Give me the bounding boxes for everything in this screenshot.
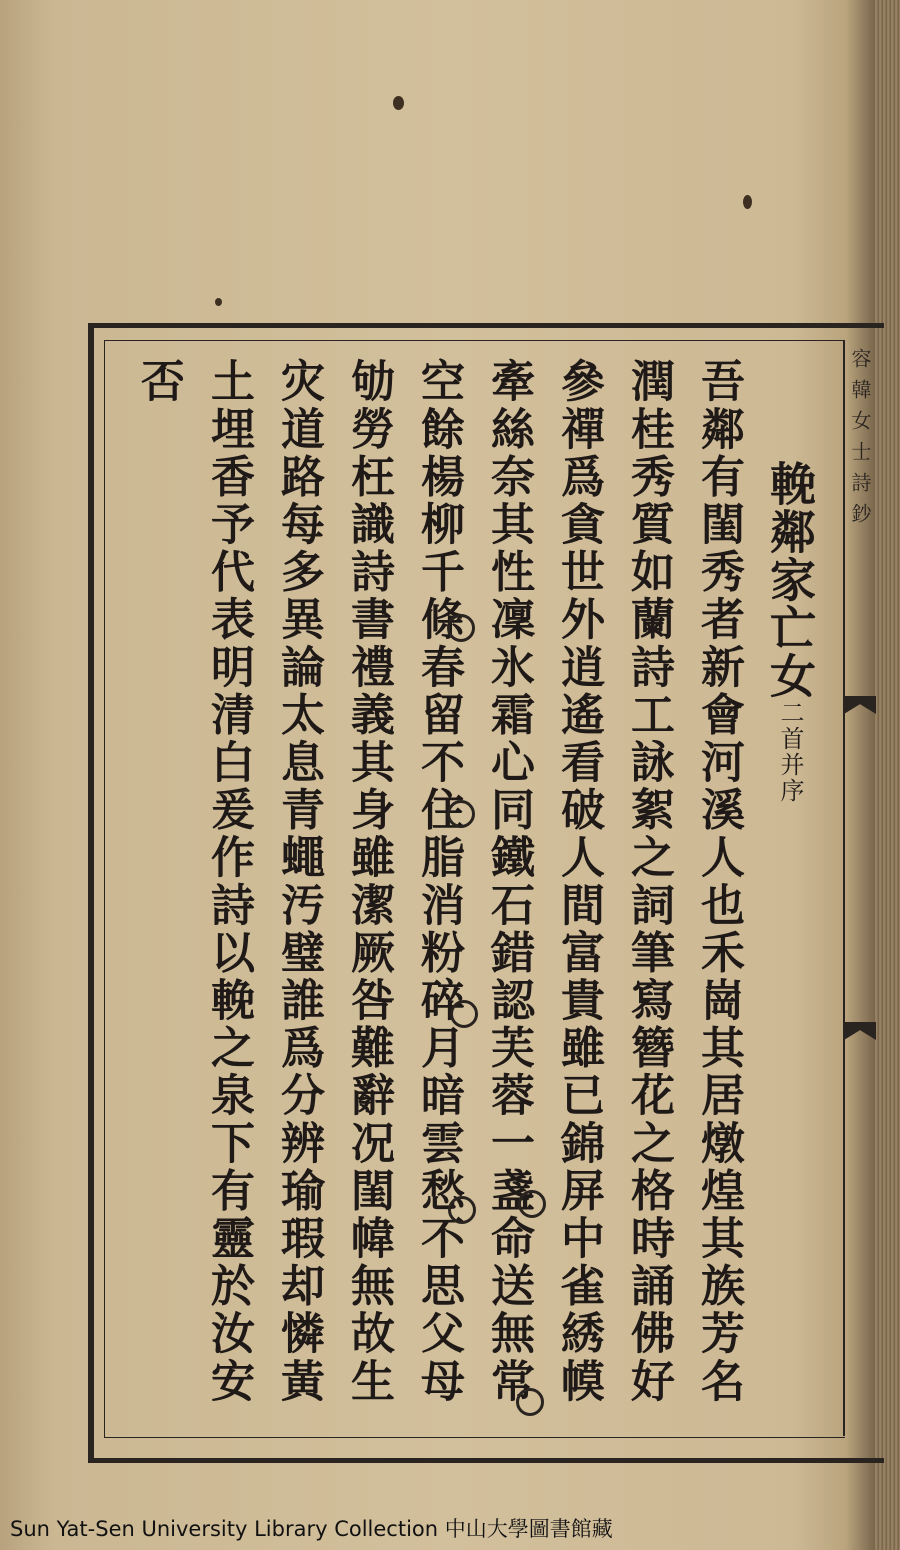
- preface-column-8: 土埋香予代表明清白爰作詩以輓之泉下有靈於汝安: [203, 358, 254, 1406]
- foxing-spot: [215, 298, 222, 306]
- poem-title: [760, 460, 820, 804]
- foxing-spot: [393, 96, 404, 110]
- preface-column-1: 吾鄰有閨秀者新會河溪人也禾崗其居燉煌其族芳名: [693, 358, 744, 1406]
- preface-column-9: 否: [133, 358, 184, 406]
- poem-title-note: 二首并序: [776, 700, 804, 804]
- punctuation-circle: [518, 1190, 546, 1218]
- collection-caption: Sun Yat-Sen University Library Collection 中山大學圖書館藏: [10, 1517, 613, 1541]
- preface-column-6: 劬勞枉識詩書禮義其身雖潔厥咎難辭况閨幃無故生: [343, 358, 394, 1406]
- book-title-margin: 容韓女士詩鈔: [848, 348, 872, 534]
- punctuation-circle: [447, 800, 475, 828]
- preface-column-3: 參禪爲貪世外逍遙看破人間富貴雖已錦屏中雀綉幙: [553, 358, 604, 1406]
- preface-column-7: 灾道路每多異論太息青蠅汚璧誰爲分辨瑜瑕却憐黃: [273, 358, 324, 1406]
- punctuation-circle: [447, 614, 475, 642]
- preface-column-2: 潤桂秀質如蘭詩工詠絮之詞筆寫簪花之格時誦佛好: [623, 358, 674, 1406]
- punctuation-circle: [448, 1196, 476, 1224]
- punctuation-circle: [450, 1000, 478, 1028]
- preface-column-4: 牽絲奈其性凜氷霜心同鐵石錯認芙蓉一盞命送無常: [483, 358, 534, 1406]
- punctuation-circle: [516, 1388, 544, 1416]
- preface-column-5: 空餘楊柳千條春留不住脂消粉碎月暗雲愁不思父母: [413, 358, 464, 1406]
- block-heart-divider: [843, 340, 845, 1436]
- poem-title-text: 輓鄰家亡女: [763, 460, 817, 700]
- foxing-spot: [743, 195, 752, 209]
